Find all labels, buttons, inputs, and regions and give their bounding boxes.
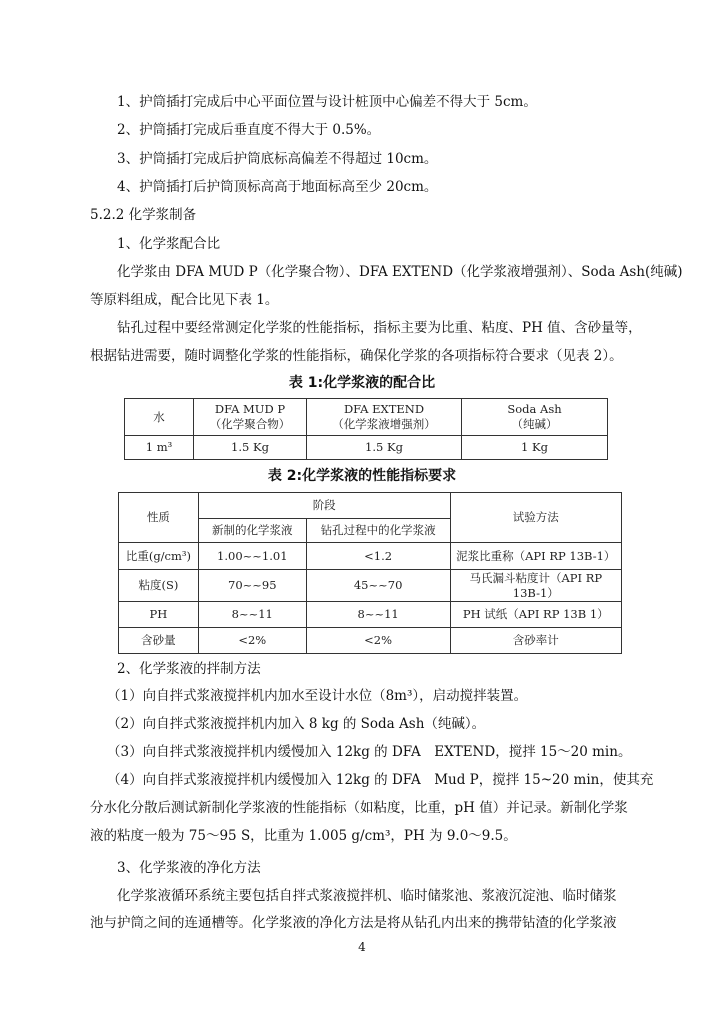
table2-header-new: 新制的化学浆液 bbox=[198, 519, 306, 543]
table1-cell: 1 m³ bbox=[125, 436, 194, 460]
paragraph: 等原料组成，配合比见下表 1。 bbox=[90, 292, 279, 308]
paragraph: 液的粘度一般为 75～95 S，比重为 1.005 g/cm³，PH 为 9.0～9.5。 bbox=[90, 828, 517, 844]
table2-cell: 70~~95 bbox=[198, 570, 306, 602]
table-row bbox=[119, 570, 622, 602]
table2-cell: 1.00~~1.01 bbox=[198, 543, 306, 570]
table1-cell: 1.5 Kg bbox=[194, 436, 307, 460]
table2-header-stage: 阶段 bbox=[198, 493, 450, 519]
table2-cell: 比重(g/cm³) bbox=[119, 543, 199, 570]
table2-cell: 8~~11 bbox=[198, 602, 306, 628]
table2-cell: 含砂率计 bbox=[450, 628, 621, 654]
paragraph: 分水化分散后测试新制化学浆液的性能指标（如粘度，比重，pH 值）并记录。新制化学浆 bbox=[90, 800, 628, 816]
paragraph: 1、护筒插打完成后中心平面位置与设计桩顶中心偏差不得大于 5cm。 bbox=[117, 94, 537, 110]
subheading: 3、化学浆液的净化方法 bbox=[117, 860, 261, 876]
table2 bbox=[118, 492, 622, 654]
table1-title: 表 1:化学浆液的配合比 bbox=[288, 375, 436, 391]
table2-cell: <2% bbox=[198, 628, 306, 654]
table2-title: 表 2:化学浆液的性能指标要求 bbox=[267, 468, 457, 484]
subheading: 2、化学浆液的拌制方法 bbox=[117, 661, 261, 677]
paragraph: 3、护筒插打完成后护筒底标高偏差不得超过 10cm。 bbox=[117, 151, 438, 167]
table2-header-property: 性质 bbox=[119, 493, 199, 543]
table2-cell: PH 试纸（API RP 13B 1） bbox=[450, 602, 621, 628]
table2-cell: 泥浆比重称（API RP 13B-1） bbox=[450, 543, 621, 570]
table2-cell: PH bbox=[119, 602, 199, 628]
paragraph: （2）向自拌式浆液搅拌机内加入 8 kg 的 Soda Ash（纯碱）。 bbox=[107, 716, 486, 732]
table1-header-water: 水 bbox=[125, 399, 194, 436]
paragraph: （3）向自拌式浆液搅拌机内缓慢加入 12kg 的 DFA EXTEND，搅拌 15～20 min。 bbox=[107, 744, 632, 760]
paragraph: 化学浆由 DFA MUD P（化学聚合物）、DFA EXTEND（化学浆液增强剂）、Soda Ash(纯碱) bbox=[117, 264, 683, 280]
paragraph: 根据钻进需要，随时调整化学浆的性能指标，确保化学浆的各项指标符合要求（见表 2）。 bbox=[90, 348, 623, 364]
paragraph: 池与护筒之间的连通槽等。化学浆液的净化方法是将从钻孔内出来的携带钻渣的化学浆液 bbox=[90, 915, 617, 931]
table-row bbox=[119, 628, 622, 654]
table2-cell: 含砂量 bbox=[119, 628, 199, 654]
paragraph: 4、护筒插打后护筒顶标高高于地面标高至少 20cm。 bbox=[117, 179, 438, 195]
table1-header-mud: DFA MUD P （化学聚合物） bbox=[194, 399, 307, 436]
paragraph: （1）向自拌式浆液搅拌机内加水至设计水位（8m³），启动搅拌装置。 bbox=[107, 688, 528, 704]
table2-cell: 8~~11 bbox=[306, 602, 450, 628]
paragraph: （4）向自拌式浆液搅拌机内缓慢加入 12kg 的 DFA Mud P，搅拌 15~20 min，使其充 bbox=[107, 772, 654, 788]
section-heading: 5.2.2 化学浆制备 bbox=[90, 207, 197, 223]
table2-cell: 马氏漏斗粘度计（API RP 13B-1） bbox=[450, 570, 621, 602]
page-number: 4 bbox=[358, 940, 366, 954]
table2-cell: 粘度(S) bbox=[119, 570, 199, 602]
table-row bbox=[119, 602, 622, 628]
table1-header-extend: DFA EXTEND （化学浆液增强剂） bbox=[307, 399, 462, 436]
table1-cell: 1 Kg bbox=[462, 436, 608, 460]
paragraph: 钻孔过程中要经常测定化学浆的性能指标，指标主要为比重、粘度、PH 值、含砂量等， bbox=[117, 320, 642, 336]
table2-cell: <2% bbox=[306, 628, 450, 654]
table1 bbox=[124, 398, 608, 460]
subheading: 1、化学浆配合比 bbox=[117, 236, 221, 252]
paragraph: 化学浆液循环系统主要包括自拌式浆液搅拌机、临时储浆池、浆液沉淀池、临时储浆 bbox=[117, 888, 617, 904]
table2-cell: <1.2 bbox=[306, 543, 450, 570]
table1-header-soda: Soda Ash （纯碱） bbox=[462, 399, 608, 436]
table2-cell: 45~~70 bbox=[306, 570, 450, 602]
table1-cell: 1.5 Kg bbox=[307, 436, 462, 460]
paragraph: 2、护筒插打完成后垂直度不得大于 0.5%。 bbox=[117, 122, 381, 138]
table2-header-method: 试验方法 bbox=[450, 493, 621, 543]
table2-header-drilling: 钻孔过程中的化学浆液 bbox=[306, 519, 450, 543]
table-row bbox=[119, 543, 622, 570]
